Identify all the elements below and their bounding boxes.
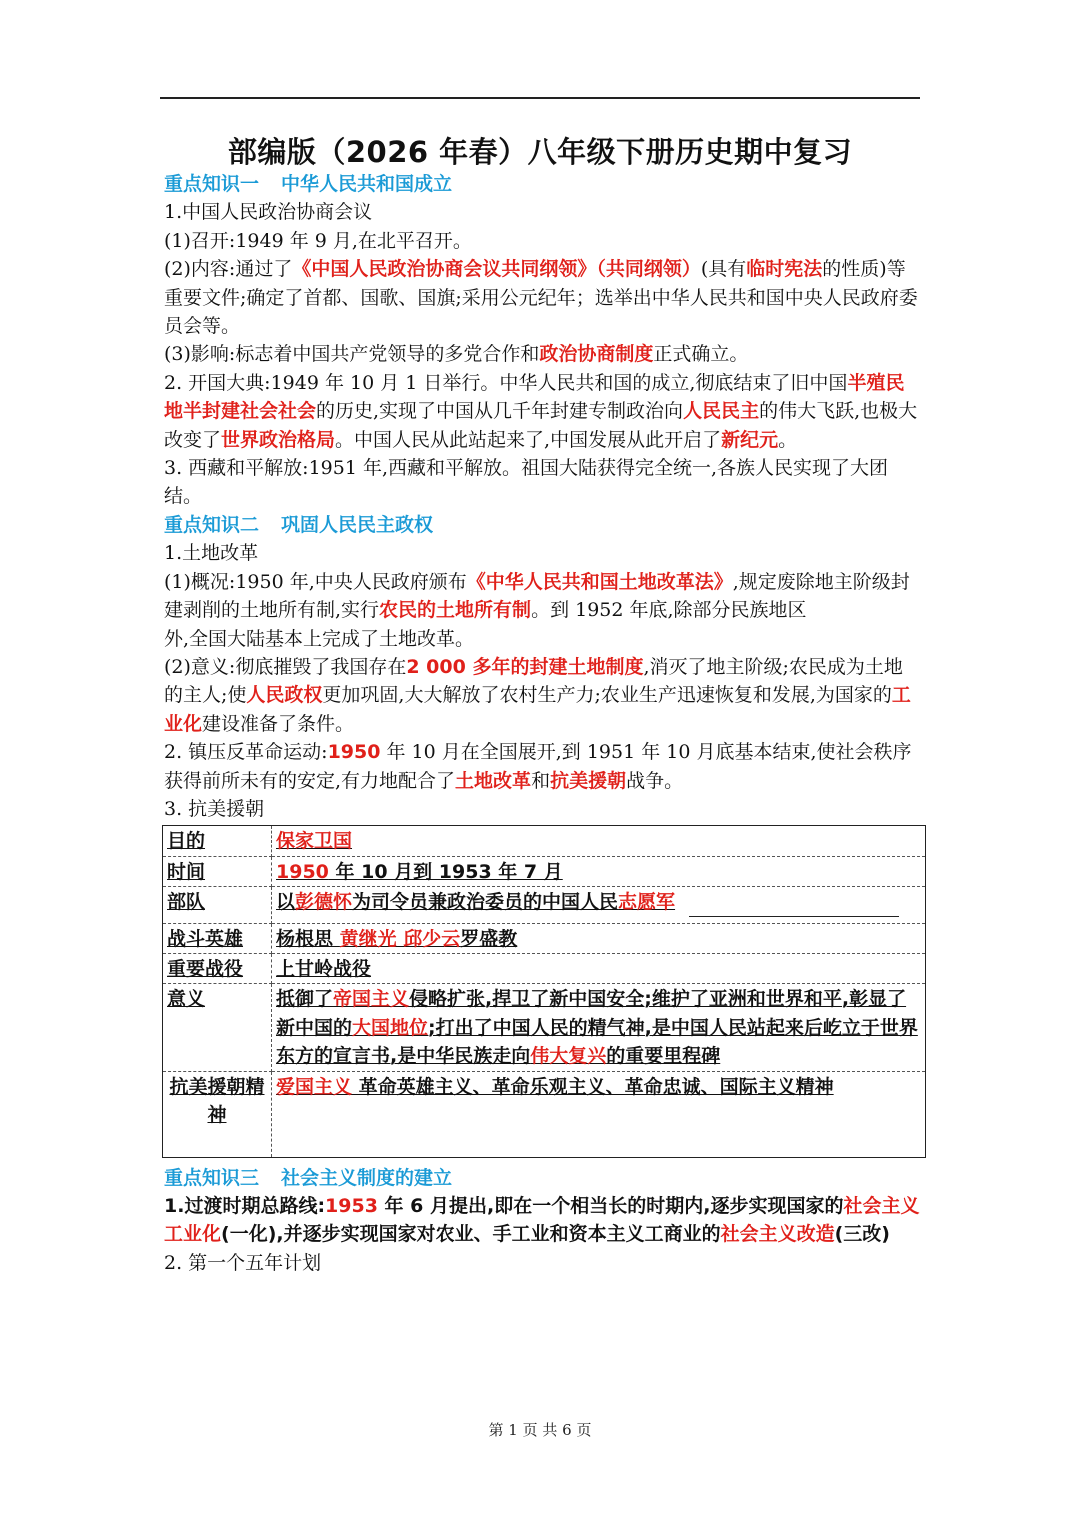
paragraph: 2. 第一个五年计划 [164,1251,322,1274]
table-row: 重要战役 上甘岭战役 [163,953,926,983]
document-body [164,170,920,1277]
paragraph: 1.土地改革 [164,542,259,565]
section-heading-1: 重点知识一 中华人民共和国成立 [164,173,453,195]
table-row: 意义 抵御了帝国主义侵略扩张,捍卫了新中国安全;维护了亚洲和世界和平,彰显了新中国的大国地位;打出了中国人民的精气神,是中国人民站起来后屹立于世界东方的宣言书,是中华民族走向伟大复兴的重要里程碑 [163,984,926,1071]
table-row: 战斗英雄 杨根思 黄继光 邱少云罗盛教 [163,923,926,953]
paragraph: (2)意义:彻底摧毁了我国存在2 000 多年的封建土地制度,消灭了地主阶级;农民成为土地的主人;使人民政权更加巩固,大大解放了农村生产力;农业生产迅速恢复和发展,为国家的工业化建设准备了条件。 [164,655,911,735]
table-row: 目的 保家卫国 [163,826,926,856]
paragraph: 2. 开国大典:1949 年 10 月 1 日举行。中华人民共和国的成立,彻底结束了旧中国半殖民地半封建社会社会的历史,实现了中国从几千年封建专制政治向人民民主的伟大飞跃,也极大改变了世界政治格局。中国人民从此站起来了,中国发展从此开启了新纪元。 [164,371,918,451]
page-footer: 第 1 页 共 6 页 [488,1421,592,1439]
paragraph: 3. 抗美援朝 [164,797,265,820]
paragraph: 1.过渡时期总路线:1953 年 6 月提出,即在一个相当长的时期内,逐步实现国家的社会主义工业化(一化),并逐步实现国家对农业、手工业和资本主义工商业的社会主义改造(三改) [164,1195,920,1246]
paragraph: 外,全国大陆基本上完成了土地改革。 [164,627,475,650]
table-row: 抗美援朝精神 爱国主义 革命英雄主义、革命乐观主义、革命忠诚、国际主义精神 [163,1071,926,1157]
kangmei-table [162,825,926,1157]
paragraph: (3)影响:标志着中国共产党领导的多党合作和政治协商制度正式确立。 [164,343,749,366]
table-row: 部队 以彭德怀为司令员兼政治委员的中国人民志愿军 [163,887,926,923]
top-rule [160,97,920,99]
paragraph: 3. 西藏和平解放:1951 年,西藏和平解放。祖国大陆获得完全统一,各族人民实现了大团结。 [164,457,889,508]
paragraph: 1.中国人民政治协商会议 [164,201,373,224]
paragraph: (1)概况:1950 年,中央人民政府颁布《中华人民共和国土地改革法》,规定废除地主阶级封建剥削的土地所有制,实行农民的土地所有制。到 1952 年底,除部分民族地区 [164,570,910,622]
section-heading-2: 重点知识二 巩固人民民主政权 [164,513,434,536]
blank-line [689,896,899,917]
paragraph: (2)内容:通过了《中国人民政治协商会议共同纲领》（共同纲领）(具有临时宪法的性质)等重要文件;确定了首都、国歌、国旗;采用公元纪年；选举出中华人民共和国中央人民政府委员会等。 [164,258,918,338]
paragraph: (1)召开:1949 年 9 月,在北平召开。 [164,229,472,252]
paragraph: 2. 镇压反革命运动:1950 年 10 月在全国展开,到 1951 年 10 月底基本结束,使社会秩序获得前所未有的安定,有力地配合了土地改革和抗美援朝战争。 [164,741,912,792]
section-heading-3: 重点知识三 社会主义制度的建立 [164,1166,453,1189]
page-title: 部编版（2026 年春）八年级下册历史期中复习 [227,135,853,169]
table-row: 时间 1950 年 10 月到 1953 年 7 月 [163,856,926,886]
